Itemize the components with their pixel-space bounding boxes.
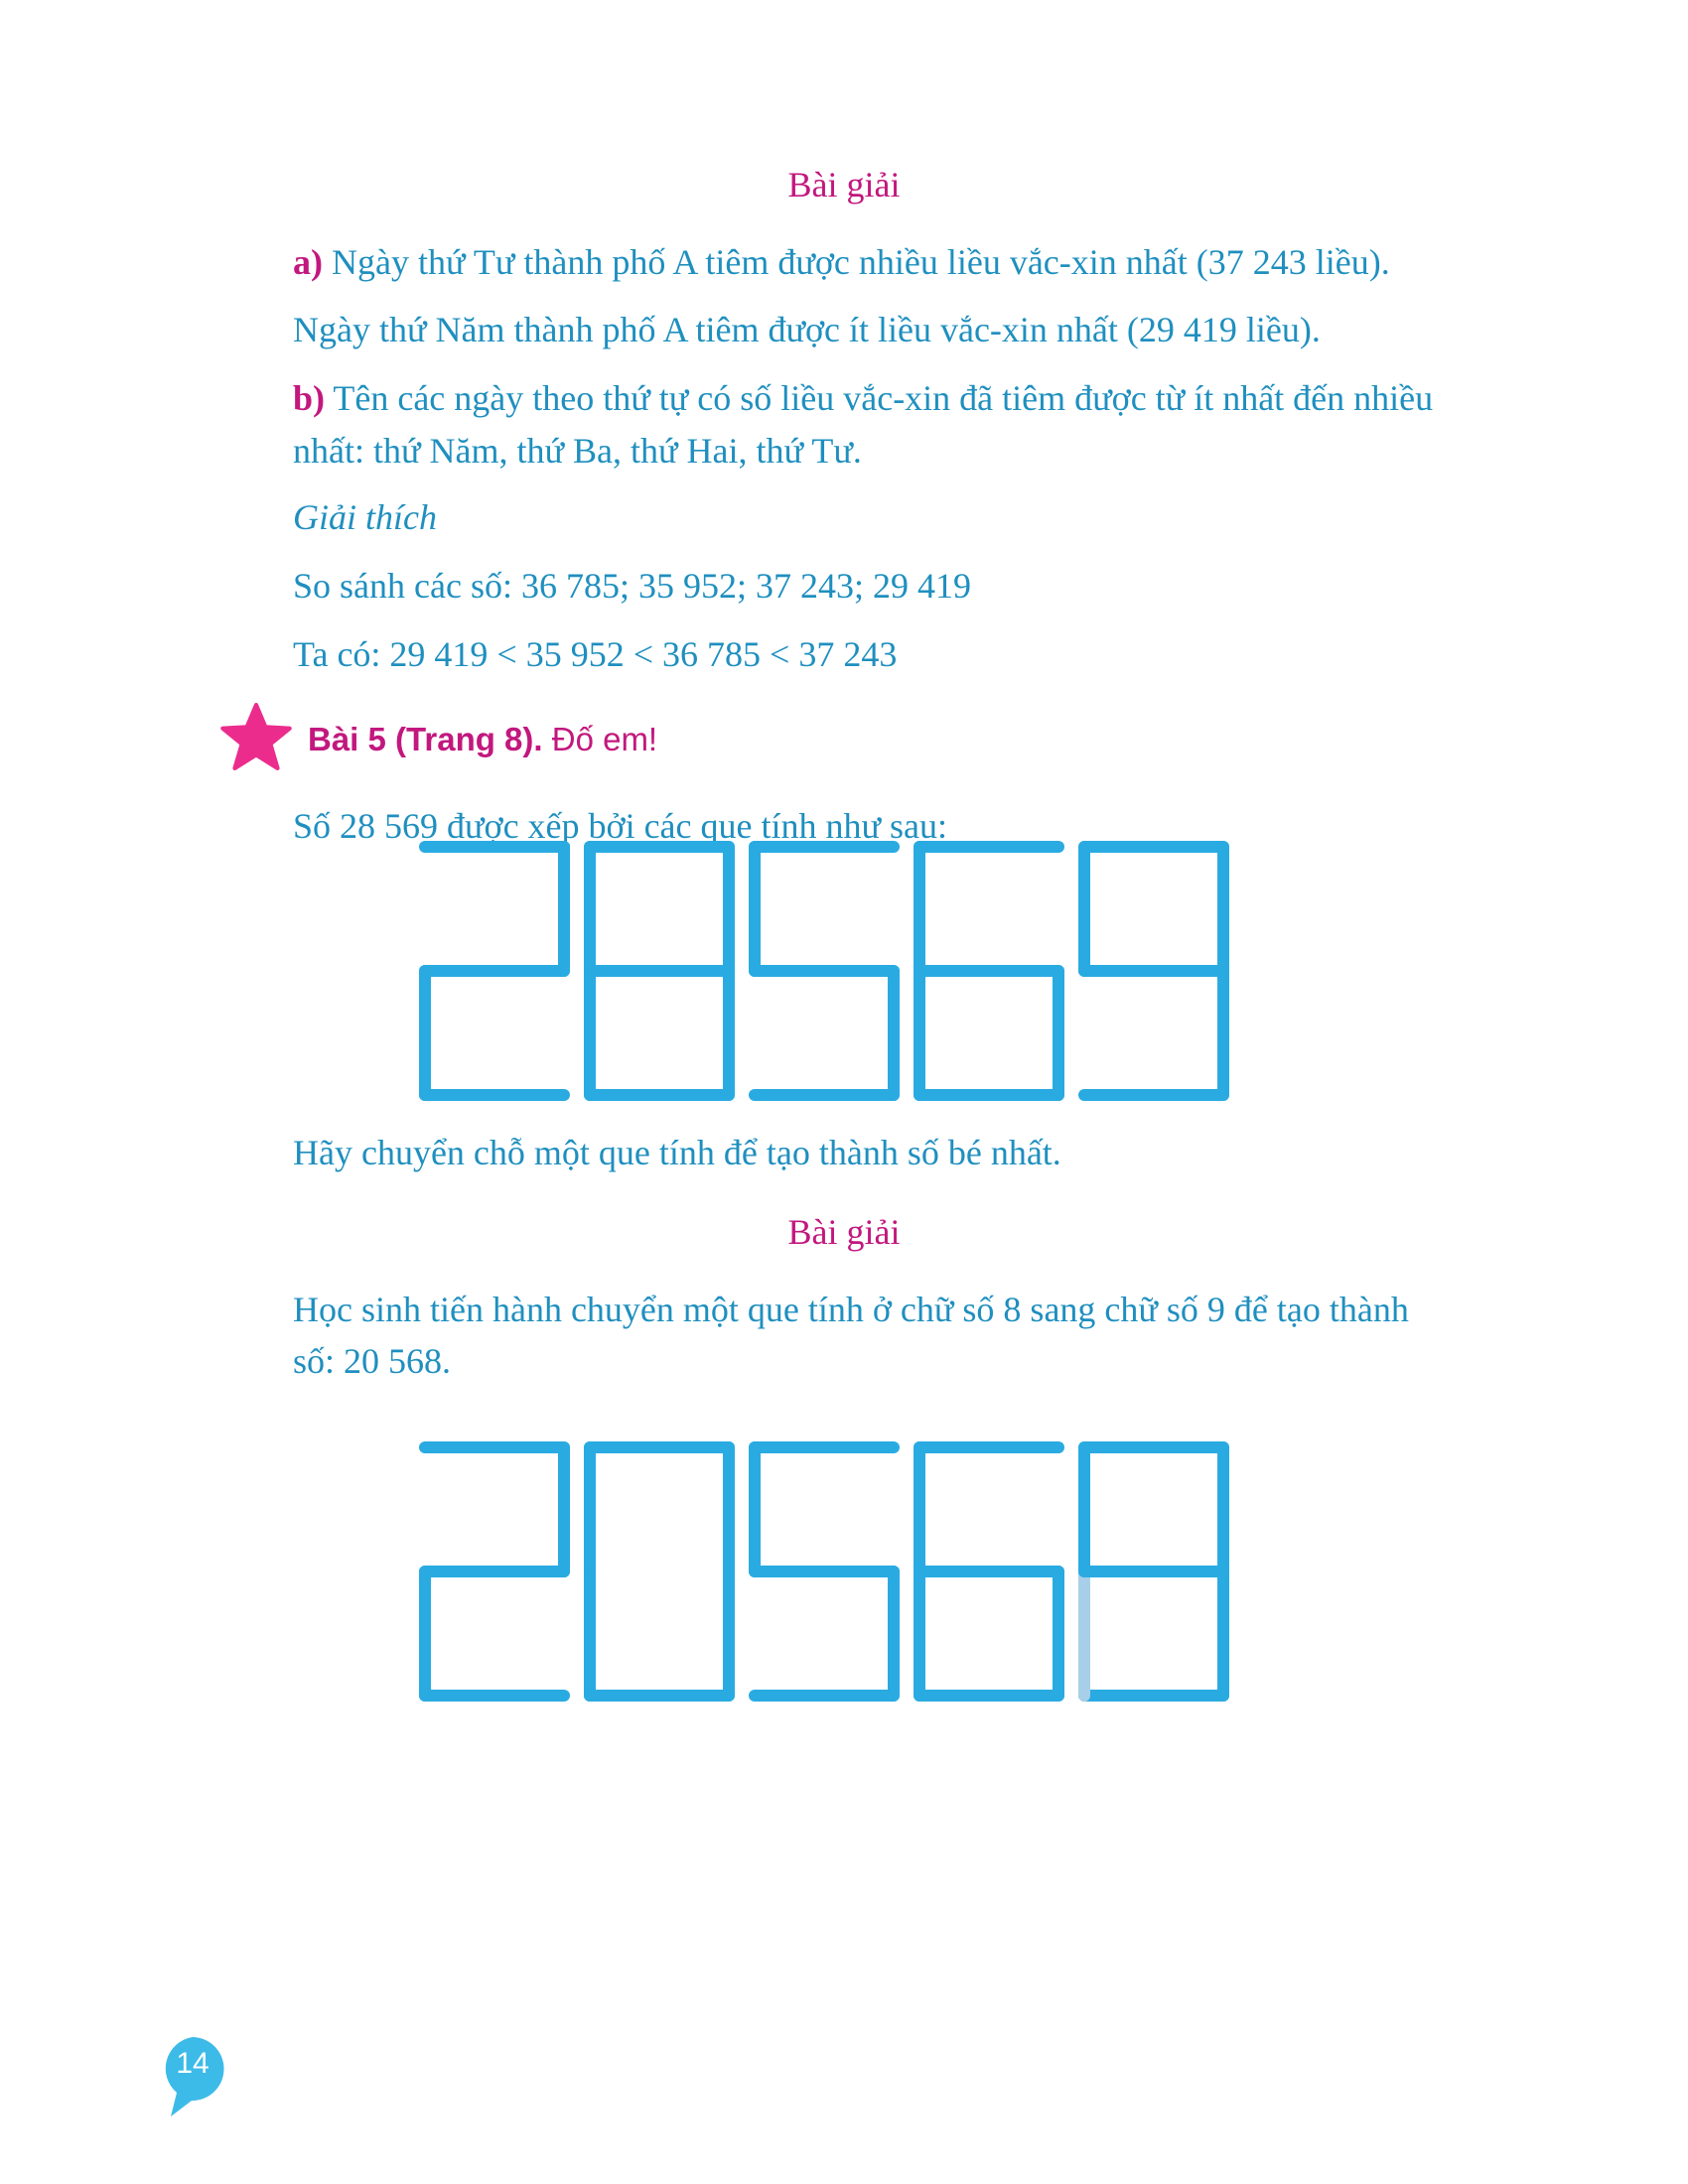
matchstick-digit-8: [1084, 1447, 1223, 1696]
exercise-question: Hãy chuyển chỗ một que tính để tạo thành số bé nhất.: [293, 1133, 1061, 1172]
answer-a-text: Ngày thứ Tư thành phố A tiêm được nhiều liều vắc-xin nhất (37 243 liều).: [332, 242, 1390, 282]
answer-a-label: a): [293, 242, 323, 282]
answer-b-label: b): [293, 378, 326, 418]
matchstick-digit-8: [590, 847, 729, 1095]
exercise-subtitle: Đố em!: [551, 721, 658, 757]
solution-heading-1: Bài giải: [787, 165, 901, 205]
answer-b-line2: nhất: thứ Năm, thứ Ba, thứ Hai, thứ Tư.: [293, 431, 862, 471]
matchstick-digit-0: [590, 1447, 729, 1696]
exercise-number: Bài 5 (Trang 8).: [308, 721, 543, 757]
matchstick-digit-5: [755, 847, 894, 1095]
matchstick-digit-9: [1084, 847, 1223, 1095]
solution-line2: số: 20 568.: [293, 1341, 452, 1381]
exercise-intro: Số 28 569 được xếp bởi các que tính như sau:: [293, 806, 947, 846]
page-number: 14: [176, 2047, 210, 2080]
explain-heading: Giải thích: [293, 497, 437, 537]
explain-line1: So sánh các số: 36 785; 35 952; 37 243; 29 419: [293, 566, 971, 606]
matchstick-digit-2: [425, 847, 564, 1095]
matchstick-digit-5: [755, 1447, 894, 1696]
solution-heading-2: Bài giải: [787, 1212, 901, 1252]
answer-b-line1: [293, 372, 1433, 424]
answer-a-line2: Ngày thứ Năm thành phố A tiêm được ít liều vắc-xin nhất (29 419 liều).: [293, 310, 1321, 349]
answer-b-text: Tên các ngày theo thứ tự có số liều vắc-xin đã tiêm được từ ít nhất đến nhiều: [333, 378, 1434, 418]
star-icon: [220, 703, 292, 770]
matchstick-digit-6: [919, 847, 1058, 1095]
explain-line2: Ta có: 29 419 < 35 952 < 36 785 < 37 243: [293, 634, 898, 674]
matchstick-number-original: [417, 839, 1271, 1117]
matchstick-digit-2: [425, 1447, 564, 1696]
solution-line1: Học sinh tiến hành chuyển một que tính ở chữ số 8 sang chữ số 9 để tạo thành: [293, 1290, 1409, 1329]
matchstick-digit-6: [919, 1447, 1058, 1696]
matchstick-number-result: [417, 1439, 1271, 1717]
exercise-title: [308, 715, 657, 764]
answer-a-line1: [293, 236, 1390, 288]
